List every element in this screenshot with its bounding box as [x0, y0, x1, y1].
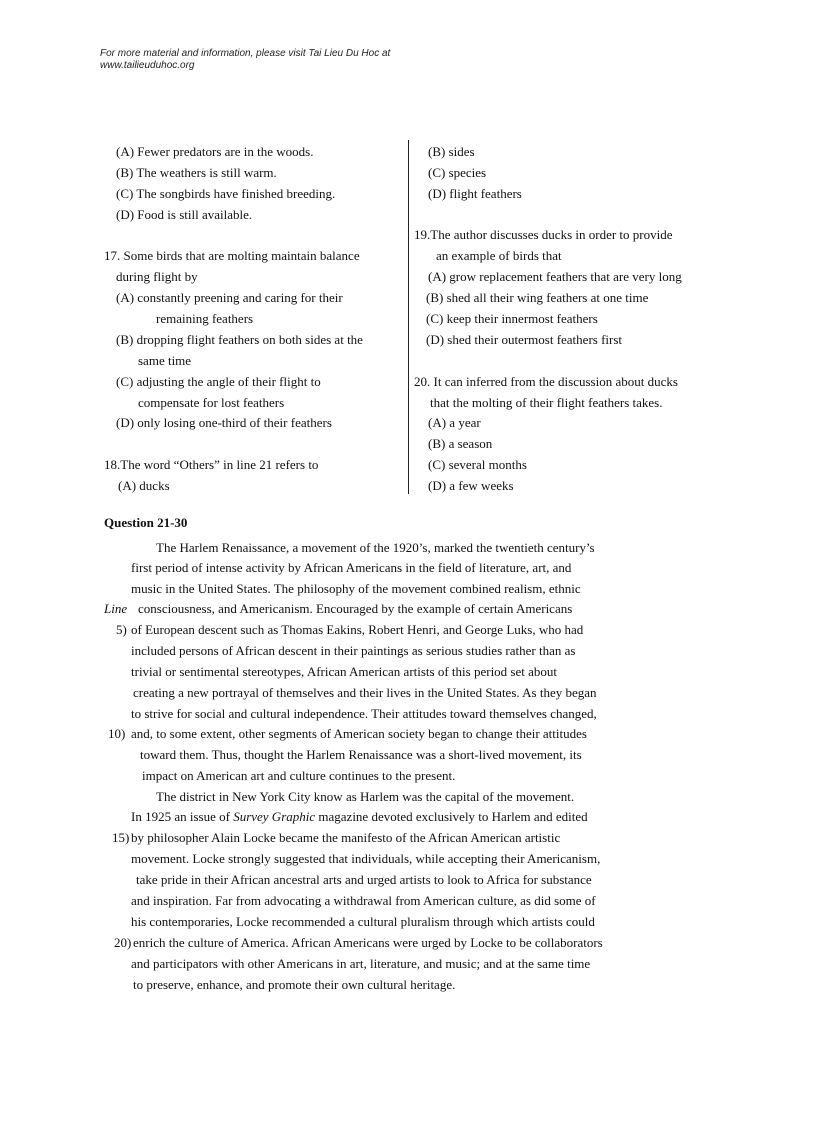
q20-stem: 20. It can inferred from the discussion about ducks — [414, 374, 678, 389]
passage-line: toward them. Thus, thought the Harlem Renaissance was a short-lived movement, its — [140, 747, 582, 762]
passage-line: movement. Locke strongly suggested that individuals, while accepting their Americanism, — [131, 851, 601, 866]
passage-line: to preserve, enhance, and promote their own cultural heritage. — [133, 977, 456, 992]
q20-stem-cont: that the molting of their flight feathers takes. — [430, 395, 663, 410]
passage-line: and participators with other Americans in art, literature, and music; and at the same time — [131, 956, 591, 971]
line-number-5: 5) — [116, 622, 127, 637]
line-number-15: 15) — [112, 830, 130, 845]
q17-option-c: (C) adjusting the angle of their flight to — [116, 374, 321, 389]
passage-line: music in the United States. The philosophy of the movement combined realism, ethnic — [131, 581, 581, 596]
q18-option-a: (A) ducks — [118, 478, 170, 493]
q17-stem: 17. Some birds that are molting maintain balance — [104, 248, 360, 263]
q16-option-d: (D) Food is still available. — [116, 207, 253, 222]
magazine-title: Survey Graphic — [233, 809, 316, 824]
passage-line: The district in New York City know as Harlem was the capital of the movement. — [156, 789, 575, 804]
q19-option-b: (B) shed all their wing feathers at one time — [426, 290, 649, 305]
q20-option-d: (D) a few weeks — [428, 478, 514, 493]
q20-option-c: (C) several months — [428, 457, 527, 472]
passage-line: and, to some extent, other segments of American society began to change their attitudes — [131, 726, 587, 741]
passage-line: consciousness, and Americanism. Encouraged by the example of certain Americans — [138, 601, 573, 616]
passage-line: impact on American art and culture continues to the present. — [142, 768, 456, 783]
passage-line: by philosopher Alain Locke became the manifesto of the African American artistic — [131, 830, 561, 845]
passage-line: included persons of African descent in their paintings as serious studies rather than as — [131, 643, 576, 658]
passage-line: of European descent such as Thomas Eakins, Robert Henri, and George Luks, who had — [131, 622, 584, 637]
passage-line: trivial or sentimental stereotypes, African American artists of this period set about — [131, 664, 557, 679]
q17-option-a: (A) constantly preening and caring for their — [116, 290, 343, 305]
q18-option-c: (C) species — [428, 165, 487, 180]
section-heading: Question 21-30 — [104, 515, 188, 530]
passage-line: creating a new portrayal of themselves and their lives in the United States. As they began — [133, 685, 597, 700]
q19-stem-cont: an example of birds that — [436, 248, 562, 263]
header-line-1: For more material and information, please visit Tai Lieu Du Hoc at — [100, 48, 391, 59]
q18-option-d: (D) flight feathers — [428, 186, 522, 201]
column-divider — [408, 140, 409, 494]
passage-line: and inspiration. Far from advocating a withdrawal from American culture, as did some of — [131, 893, 596, 908]
q16-option-c: (C) The songbirds have finished breeding. — [116, 186, 336, 201]
q17-option-b-cont: same time — [138, 353, 192, 368]
q17-option-d: (D) only losing one-third of their feathers — [116, 415, 332, 430]
q16-option-a: (A) Fewer predators are in the woods. — [116, 144, 314, 159]
passage-line — [131, 809, 588, 825]
q18-option-b: (B) sides — [428, 144, 475, 159]
q19-option-d: (D) shed their outermost feathers first — [426, 332, 623, 347]
q17-option-a-cont: remaining feathers — [156, 311, 254, 326]
passage-line: first period of intense activity by African Americans in the field of literature, art, and — [131, 560, 572, 575]
q19-option-c: (C) keep their innermost feathers — [426, 311, 598, 326]
passage-line: enrich the culture of America. African Americans were urged by Locke to be collaborators — [133, 935, 603, 950]
passage-line: to strive for social and cultural independence. Their attitudes toward themselves changed, — [131, 706, 597, 721]
passage-line: his contemporaries, Locke recommended a cultural pluralism through which artists could — [131, 914, 595, 929]
page-header — [100, 48, 390, 72]
passage-text: In 1925 an issue of — [131, 809, 230, 824]
line-number-10: 10) — [108, 726, 126, 741]
q20-option-b: (B) a season — [428, 436, 493, 451]
passage-line: take pride in their African ancestral arts and urged artists to look to Africa for substance — [136, 872, 592, 887]
passage-line: The Harlem Renaissance, a movement of the 1920’s, marked the twentieth century’s — [156, 540, 595, 555]
q17-stem-cont: during flight by — [116, 269, 198, 284]
header-line-2: www.tailieuduhoc.org — [100, 60, 195, 71]
line-number-20: 20) — [114, 935, 132, 950]
q17-option-b: (B) dropping flight feathers on both sides at the — [116, 332, 363, 347]
q17-option-c-cont: compensate for lost feathers — [138, 395, 285, 410]
q19-option-a: (A) grow replacement feathers that are very long — [428, 269, 682, 284]
q18-stem: 18.The word “Others” in line 21 refers to — [104, 457, 319, 472]
passage-text: magazine devoted exclusively to Harlem and edited — [318, 809, 588, 824]
line-label: Line — [104, 601, 128, 616]
q19-stem: 19.The author discusses ducks in order to provide — [414, 227, 673, 242]
q16-option-b: (B) The weathers is still warm. — [116, 165, 277, 180]
q20-option-a: (A) a year — [428, 415, 481, 430]
